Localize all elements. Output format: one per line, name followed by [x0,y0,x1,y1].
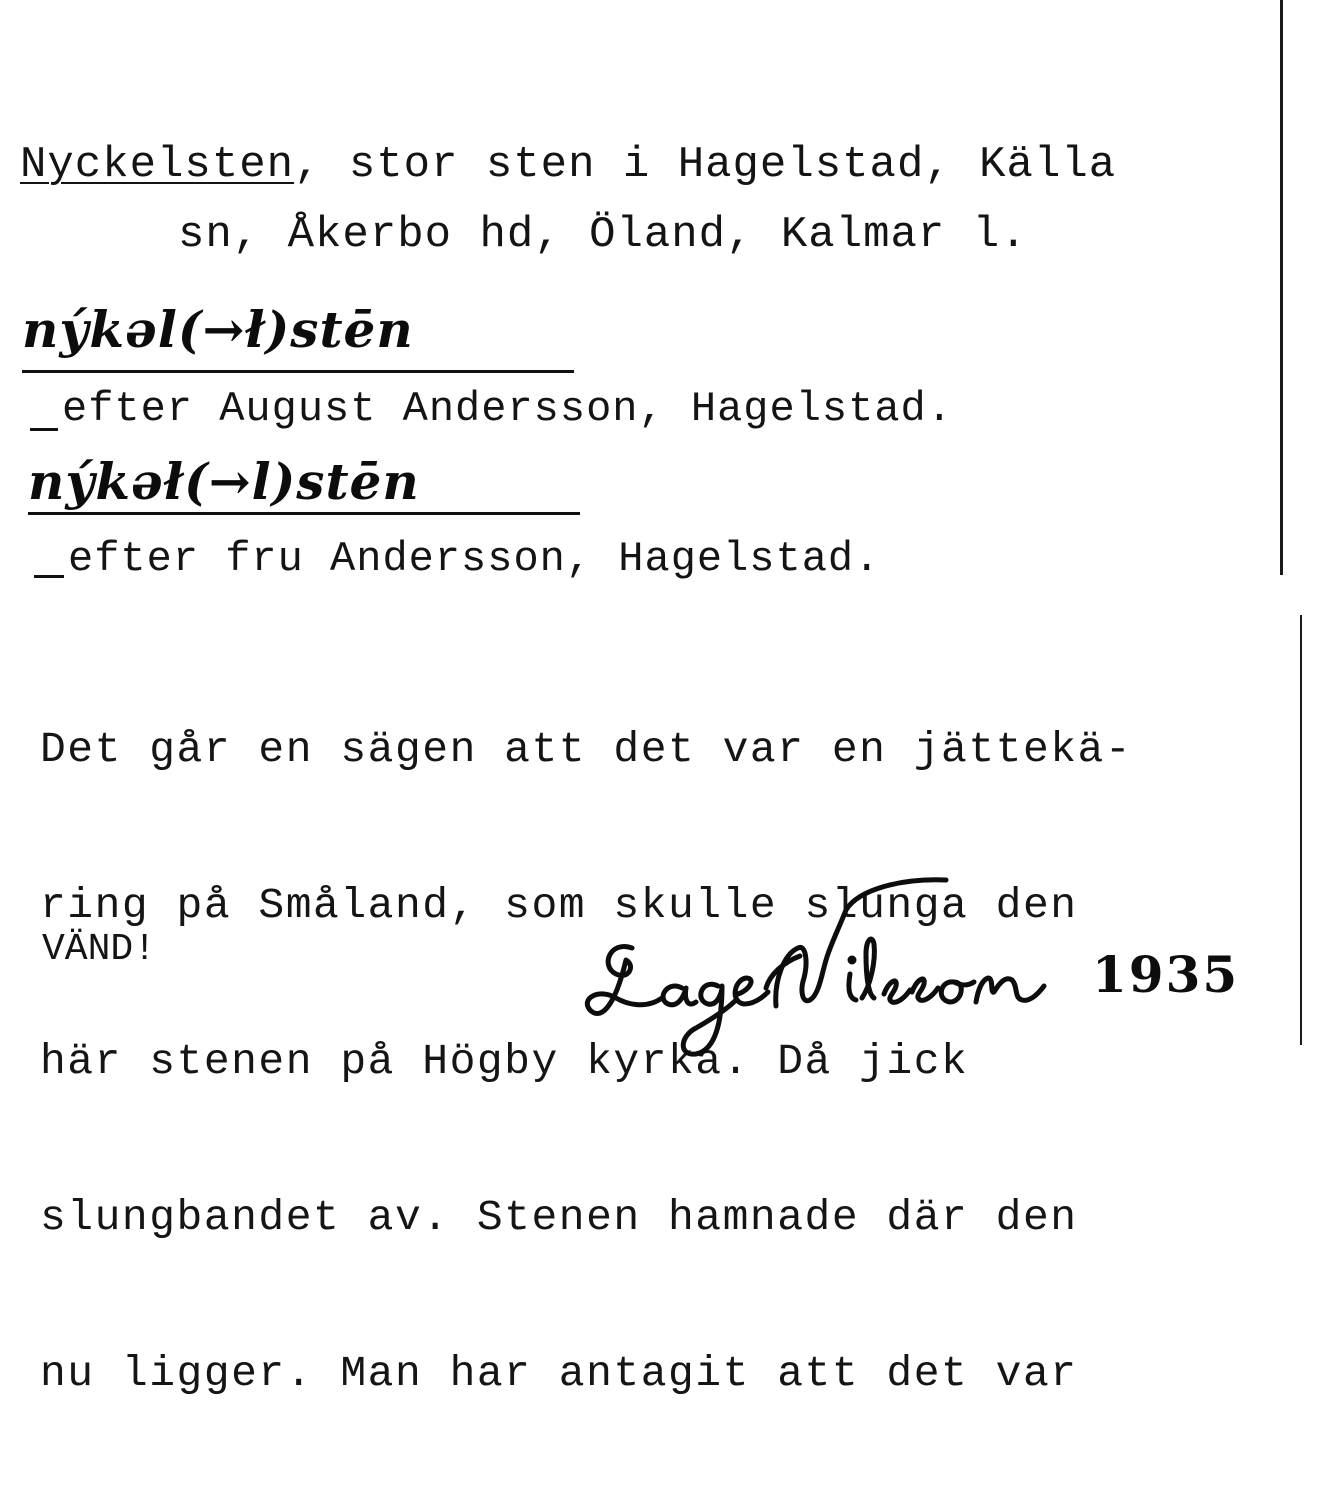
dash-mark [34,575,64,578]
legend-line: Det går en sägen att det var en jättekä- [40,725,1133,774]
year: 1935 [1092,945,1240,1004]
phonetic-underline [28,512,580,515]
turn-over-note: VÄND! [42,928,157,971]
dash-mark [30,428,58,431]
handwritten-signature [570,870,1060,1070]
source-informant-2: efter fru Andersson, Hagelstad. [68,535,881,583]
phonetic-underline [22,370,574,373]
legend-line: ring på Småland, som skulle slunga den [40,881,1078,930]
entry-first-line [20,140,1116,190]
card-edge-line [1300,615,1302,1045]
entry-description-start: , stor sten i Hagelstad, Källa [294,140,1117,190]
legend-line: här stenen på Högby kyrka. Då jick [40,1037,969,1086]
legend-line: nu ligger. Man har antagit att det var [40,1349,1078,1398]
phonetic-transcription-1: nýkəl(→ł)stēn [22,300,414,359]
phonetic-transcription-2: nýkəł(→l)stēn [28,452,420,511]
legend-line: slungbandet av. Stenen hamnade där den [40,1193,1078,1242]
entry-location-line: sn, Åkerbo hd, Öland, Kalmar l. [178,210,1028,260]
card-edge-line [1280,0,1283,575]
headword: Nyckelsten [20,140,295,190]
source-informant-1: efter August Andersson, Hagelstad. [62,385,953,433]
